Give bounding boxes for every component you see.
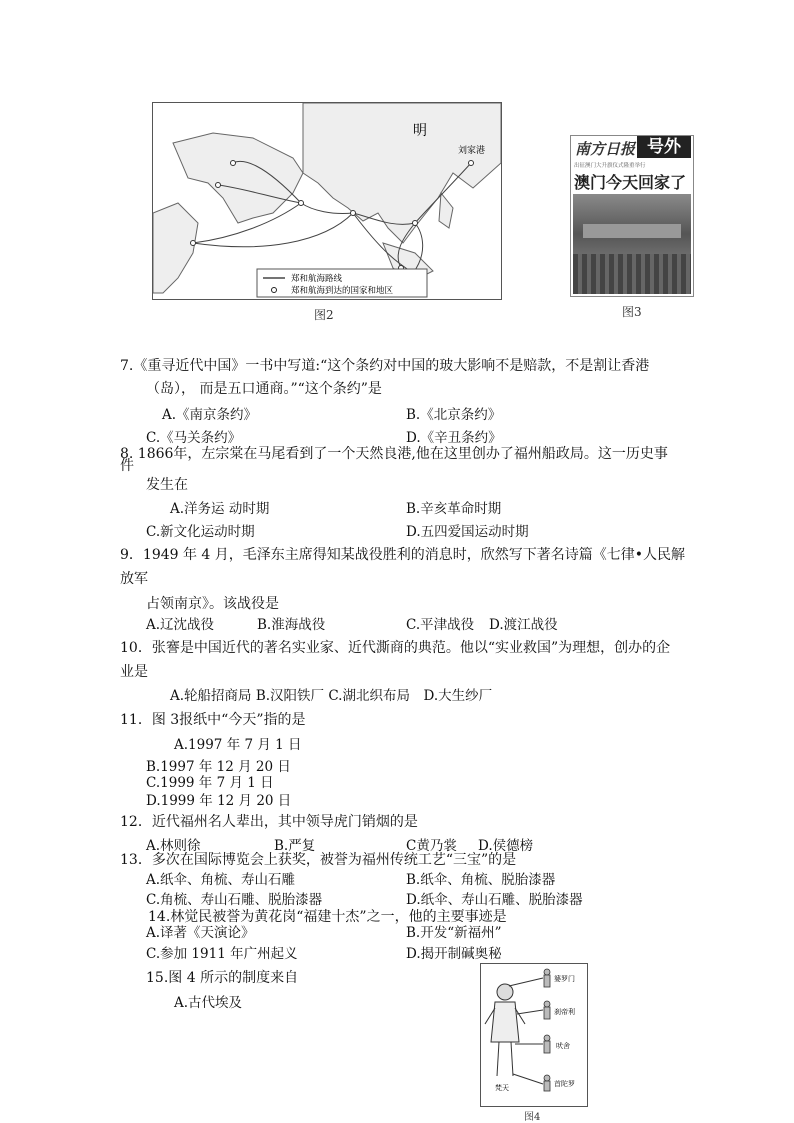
q9-stem-line3: 占领南京》。该战役是 (146, 596, 279, 612)
q8-stem-line3: 发生在 (146, 477, 188, 493)
newspaper-extra-tag: 号外 (637, 136, 691, 158)
newspaper-photo (573, 194, 691, 294)
figure4-caption: 图4 (524, 1112, 541, 1123)
q12-option-a[interactable]: A.林则徐 (146, 838, 201, 854)
q14-option-b[interactable]: B.开发“新福州” (406, 925, 502, 941)
q7-option-a[interactable]: A.《南京条约》 (162, 407, 258, 423)
q9-option-a[interactable]: A.辽沈战役 (146, 617, 215, 633)
map-label-liujiagang: 刘家港 (458, 146, 486, 156)
q10-stem-line2: 业是 (120, 664, 148, 680)
q14-stem: 14.林觉民被誉为黄花岗“福建十杰”之一，他的主要事迹是 (148, 909, 507, 925)
legend-places-label: 郑和航海到达的国家和地区 (291, 286, 394, 296)
q9-option-b[interactable]: B.淮海战役 (257, 617, 326, 633)
q12-option-b[interactable]: B.严复 (274, 838, 316, 854)
figure2-map (152, 102, 502, 300)
q13-stem: 13．多次在国际博览会上获奖，被誉为福州传统工艺“三宝”的是 (120, 852, 517, 868)
q7-stem-line2: （岛）， 而是五口通商。”“这个条约”是 (146, 381, 382, 397)
newspaper-headline: 澳门今天回家了 (574, 173, 687, 192)
q11-option-a[interactable]: A.1997 年 7 月 1 日 (174, 737, 302, 753)
q11-option-d[interactable]: D.1999 年 12 月 20 日 (146, 793, 292, 809)
figure4-caste-diagram (480, 963, 588, 1107)
q8-option-d[interactable]: D.五四爱国运动时期 (406, 524, 529, 540)
q9-option-d[interactable]: D.渡江战役 (489, 617, 558, 633)
q8-stem-line2: 件 (120, 458, 134, 474)
q8-option-a[interactable]: A.洋务运 动时期 (170, 501, 270, 517)
caste-label-kshatriya: 刹帝利 (554, 1008, 575, 1016)
brahma-label: 梵天 (495, 1084, 509, 1092)
figure2-caption: 图2 (314, 308, 334, 322)
newspaper-masthead: 南方日报 (575, 140, 636, 158)
q13-option-a[interactable]: A.纸伞、角梳、寿山石雕 (146, 872, 296, 888)
q11-stem: 11．图 3报纸中“今天”指的是 (120, 712, 306, 728)
q13-option-c[interactable]: C.角梳、寿山石雕、脱胎漆器 (146, 892, 323, 908)
q7-option-d[interactable]: D.《辛丑条约》 (406, 430, 502, 446)
q8-option-b[interactable]: B.辛亥革命时期 (406, 501, 502, 517)
map-label-ming: 明 (413, 123, 427, 139)
q7-stem-line1: 7.《重寻近代中国》一书中写道:“这个条约对中国的玻大影响不是赔款，不是割让香港 (120, 358, 650, 374)
q12-stem: 12．近代福州名人辈出，其中领导虎门销烟的是 (120, 814, 418, 830)
q11-option-b[interactable]: B.1997 年 12 月 20 日 (146, 759, 291, 775)
q15-option-a[interactable]: A.古代埃及 (174, 995, 243, 1011)
caste-label-shudra: 首陀罗 (554, 1080, 575, 1088)
q12-option-d[interactable]: D.侯德榜 (478, 838, 534, 854)
q8-stem-line1: 8. 1866年，左宗棠在马尾看到了一个天然良港,他在这里创办了福州船政局。这一历史事 (120, 446, 668, 462)
figure3-newspaper (570, 135, 694, 297)
q9-stem-line1: 9．1949 年 4 月，毛泽东主席得知某战役胜利的消息时，欣然写下著名诗篇《七律•人民解 (120, 547, 686, 563)
newspaper-subhead: 出征澳门大升旗仪式隆重举行 (574, 163, 646, 169)
caste-label-brahmin: 婆罗门 (554, 975, 575, 983)
q10-options[interactable]: A.轮船招商局 B.汉阳铁厂 C.湖北织布局 D.大生纱厂 (170, 688, 493, 704)
q12-option-c[interactable]: C黄乃裳 (406, 838, 457, 854)
q7-option-b[interactable]: B.《北京条约》 (406, 407, 502, 423)
q9-stem-line2: 放军 (120, 571, 148, 587)
q14-option-c[interactable]: C.参加 1911 年广州起义 (146, 946, 298, 962)
q13-option-d[interactable]: D.纸伞、寿山石雕、脱胎漆器 (406, 892, 583, 908)
figure3-caption: 图3 (622, 305, 642, 319)
q9-option-c[interactable]: C.平津战役 (406, 617, 475, 633)
brahma-caste-illustration (481, 964, 587, 1106)
q8-option-c[interactable]: C.新文化运动时期 (146, 524, 255, 540)
caste-label-vaishya: 吠舍 (556, 1042, 570, 1050)
q7-option-c[interactable]: C.《马关条约》 (146, 430, 242, 446)
zheng-he-route-map (153, 103, 501, 299)
legend-route-label: 郑和航海路线 (291, 274, 343, 284)
q11-option-c[interactable]: C.1999 年 7 月 1 日 (146, 775, 274, 791)
q10-stem-line1: 10．张謇是中国近代的著名实业家、近代澌商的典范。他以“实业救国”为理想，创办的企 (120, 640, 671, 656)
q14-option-a[interactable]: A.译著《天演论》 (146, 925, 255, 941)
q13-option-b[interactable]: B.纸伞、角梳、脱胎漆器 (406, 872, 556, 888)
q14-option-d[interactable]: D.揭开制碱奥秘 (406, 946, 502, 962)
q15-stem: 15.图 4 所示的制度来自 (146, 970, 299, 986)
